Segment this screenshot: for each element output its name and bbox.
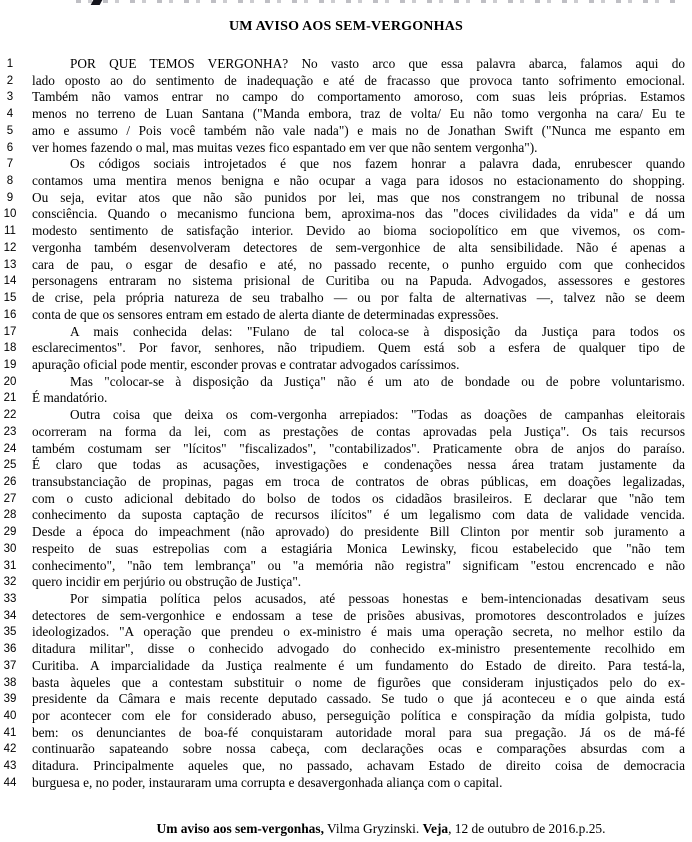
line-text: ditadura. Principalmente aqueles que, no passado, achavam Estado de direito coisa de democracia bbox=[32, 758, 685, 774]
document-title: UM AVISO AOS SEM-VERGONHAS bbox=[228, 19, 464, 34]
line-number: 24 bbox=[3, 442, 17, 455]
text-line bbox=[0, 56, 692, 73]
line-text: esclarecimentos". Por favor, senhores, não tripudiem. Quem está sob a esfera de qualquer tipo de bbox=[32, 340, 685, 356]
line-text: com o custo adicional debitado do bolso de todos os cidadãos brasileiros. E declarar que "não tem bbox=[32, 490, 685, 506]
line-text: Mas "colocar-se à disposição da Justiça" não é um ato de bondade ou de pobre voluntarismo. bbox=[70, 373, 685, 389]
text-line bbox=[0, 106, 692, 123]
line-text: lado oposto ao do sentimento de inadequação e até de fracasso que provoca tanto sofrimento emocional. bbox=[32, 72, 685, 88]
text-line bbox=[0, 324, 692, 341]
line-text: amo e assumo / Pois você também não vale nada") e mais no de Jonathan Swift ("Nunca me espanto em bbox=[32, 122, 685, 138]
line-number: 35 bbox=[3, 626, 17, 639]
text-line bbox=[0, 507, 692, 524]
line-number: 41 bbox=[3, 726, 17, 739]
line-text: menos no terreno de Luan Santana ("Manda embora, traz de volta/ Eu não tomo vergonha na cara/ Eu te bbox=[32, 106, 685, 122]
line-text: modesto sentimento de satisfação interior. Devido ao bioma sociopolítico em que vivemos, os com- bbox=[32, 223, 685, 239]
line-number: 11 bbox=[4, 225, 16, 238]
text-line bbox=[0, 240, 692, 257]
text-line bbox=[0, 641, 692, 658]
line-text: Por simpatia política pelos acusados, até pessoas honestas e bem-intencionadas desativam seus bbox=[70, 591, 685, 606]
line-text: Ou seja, evitar atos que não são punidos por lei, mas que nos constrangem no tribunal de nossa bbox=[32, 189, 685, 205]
line-number: 40 bbox=[3, 710, 17, 723]
line-text: também costumam ser "lícitos" "fiscalizados", "contabilizados". Praticamente obra de anjos do paraíso. bbox=[32, 440, 685, 456]
line-number: 44 bbox=[3, 776, 17, 789]
line-number: 6 bbox=[6, 141, 14, 154]
text-line bbox=[0, 758, 692, 775]
cropped-header-fragments bbox=[76, 0, 682, 3]
source-citation bbox=[0, 820, 692, 837]
text-line bbox=[0, 541, 692, 558]
line-text: consciência. Quando o mecanismo funciona bem, aproxima-nos das "doces civilidades da vida" e dá um bbox=[32, 206, 685, 222]
line-text: ver homes fazendo o mal, mas muitas vezes fico espantado em ver que não sentem vergonha"). bbox=[32, 139, 538, 155]
line-text: A mais conhecida delas: "Fulano de tal coloca-se à disposição da Justiça para todos os bbox=[70, 323, 685, 339]
line-text: detectores de sem-vergonhice e endossam a tese de prisões abusivas, promotores descontrolados e juízes bbox=[32, 607, 685, 623]
text-line bbox=[0, 173, 692, 190]
line-number: 19 bbox=[3, 358, 17, 371]
line-number: 32 bbox=[3, 576, 17, 589]
citation-magazine: Veja bbox=[422, 821, 449, 836]
text-line bbox=[0, 591, 692, 608]
line-number: 28 bbox=[3, 509, 17, 522]
text-line bbox=[0, 257, 692, 274]
line-text: Curitiba. A imparcialidade da Justiça realmente é um fundamento do Estado de direito. Para testá-la, bbox=[32, 657, 685, 673]
line-text: burguesa e, no poder, instauraram uma corrupta e desavergonhada aliança com o capital. bbox=[32, 774, 503, 790]
text-line bbox=[0, 441, 692, 458]
line-text: conta de que os sensores entram em estado de alerta diante de determinadas expressões. bbox=[32, 306, 499, 322]
line-number: 15 bbox=[3, 292, 17, 305]
line-text: contamos uma mentira menos benigna e não ocupar a vaga para idosos no estacionamento do shopping. bbox=[32, 173, 685, 189]
line-text: por acontecer com ele for considerado abuso, perseguição política e conspiração da mídia golpista, tudo bbox=[32, 708, 685, 724]
line-number: 14 bbox=[3, 275, 17, 288]
text-line bbox=[0, 658, 692, 675]
text-line bbox=[0, 156, 692, 173]
document-lines bbox=[0, 56, 692, 792]
text-line bbox=[0, 574, 692, 591]
line-number: 4 bbox=[6, 108, 14, 121]
text-line bbox=[0, 290, 692, 307]
line-number: 3 bbox=[6, 91, 14, 104]
cropped-header-glyph bbox=[91, 0, 103, 5]
line-number: 27 bbox=[3, 492, 17, 505]
text-line bbox=[0, 307, 692, 324]
text-line bbox=[0, 624, 692, 641]
line-number: 26 bbox=[3, 475, 17, 488]
line-text: conhecimento", "não tem lembrança" ou "a memória não registra" significam "estou encrencado e não bbox=[32, 557, 685, 573]
text-line bbox=[0, 123, 692, 140]
line-text: de crise, pela própria natureza de seu trabalho — ou por falta de alternativas —, talvez não se deem bbox=[32, 290, 685, 306]
line-number: 7 bbox=[6, 158, 14, 171]
line-text: conhecimento da suposta captação de recursos ilícitos" é um legalismo com data de validade vencida. bbox=[32, 507, 685, 523]
line-text: continuarão sapateando sobre nossa cabeça, com declarações ocas e comparações absurdas com a bbox=[32, 741, 685, 757]
text-line bbox=[0, 691, 692, 708]
line-number: 17 bbox=[3, 325, 17, 338]
line-number: 39 bbox=[3, 693, 17, 706]
line-number: 9 bbox=[6, 191, 14, 204]
line-number: 12 bbox=[3, 241, 17, 254]
line-number: 22 bbox=[3, 409, 17, 422]
line-number: 37 bbox=[3, 659, 17, 672]
line-number: 36 bbox=[3, 643, 17, 656]
text-line bbox=[0, 491, 692, 508]
text-line bbox=[0, 725, 692, 742]
text-line bbox=[0, 374, 692, 391]
text-line bbox=[0, 675, 692, 692]
line-number: 33 bbox=[3, 593, 17, 605]
text-line bbox=[0, 708, 692, 725]
text-line bbox=[0, 223, 692, 240]
line-text: quero incidir em perjúrio ou obstrução de Justiça". bbox=[32, 574, 302, 590]
text-line bbox=[0, 775, 692, 792]
line-number: 2 bbox=[6, 74, 14, 87]
line-text: Também não vamos entrar no campo do comportamento amoroso, com suas leis próprias. Estamos bbox=[32, 89, 685, 105]
text-line bbox=[0, 273, 692, 290]
line-number: 38 bbox=[3, 676, 17, 689]
citation-date: , 12 de outubro de 2016.p.25. bbox=[448, 821, 606, 836]
line-number: 18 bbox=[3, 342, 17, 355]
text-line bbox=[0, 340, 692, 357]
line-text: Outra coisa que deixa os com-vergonha arrepiados: "Todas as doações de campanhas eleitorais bbox=[70, 407, 685, 423]
text-line bbox=[0, 457, 692, 474]
text-line bbox=[0, 390, 692, 407]
line-text: Os códigos sociais introjetados é que nos fazem honrar a palavra dada, enrubescer quando bbox=[70, 156, 685, 172]
line-number: 13 bbox=[3, 258, 17, 271]
text-line bbox=[0, 474, 692, 491]
line-number: 43 bbox=[3, 760, 17, 773]
line-text: ocorreram na forma da lei, com as prestações de contas aprovadas pela Justiça". Os tais recursos bbox=[32, 423, 685, 439]
line-text: É mandatório. bbox=[32, 390, 108, 406]
line-number: 8 bbox=[6, 175, 14, 188]
text-line bbox=[0, 741, 692, 758]
text-line bbox=[0, 407, 692, 424]
line-text: POR QUE TEMOS VERGONHA? No vasto arco que essa palavra abarca, falamos aqui do bbox=[70, 56, 685, 71]
line-text: ditadura militar", disse o conhecido advogado do conhecido ex-ministro presentemente recolhido em bbox=[32, 641, 685, 657]
line-text: Desde a época do impeachment (não aprovado) do presidente Bill Clinton por mentir sob juramento a bbox=[32, 524, 685, 540]
text-line bbox=[0, 89, 692, 106]
line-number: 31 bbox=[3, 559, 17, 572]
text-line bbox=[0, 140, 692, 157]
line-number: 20 bbox=[3, 375, 17, 388]
text-line bbox=[0, 608, 692, 625]
line-number: 16 bbox=[3, 308, 17, 321]
line-number: 10 bbox=[3, 208, 17, 221]
line-text: respeito de suas estrepolias com a estagiária Monica Lewinsky, ficou estabelecido que "não tem bbox=[32, 540, 685, 556]
line-number: 42 bbox=[3, 743, 17, 756]
text-line bbox=[0, 424, 692, 441]
text-line bbox=[0, 558, 692, 575]
line-text: bem: os denunciantes de boa-fé conquistaram autoridade moral para sua pregação. Já os de má-fé bbox=[32, 724, 685, 740]
line-number: 25 bbox=[3, 459, 17, 472]
citation-author: Vilma Gryzinski. bbox=[323, 821, 423, 836]
line-number: 23 bbox=[3, 425, 17, 438]
line-text: ideologizados. "A operação que prendeu o ex-ministro é mais uma operação secreta, no melhor estilo da bbox=[32, 624, 685, 640]
line-text: basta àqueles que a contestam substituir o nome de figurões que consideram injustiçados pelo do ex- bbox=[32, 674, 685, 690]
line-number: 21 bbox=[3, 392, 17, 405]
line-number: 5 bbox=[6, 124, 14, 137]
text-line bbox=[0, 357, 692, 374]
line-number: 34 bbox=[3, 609, 17, 622]
line-text: cara de pau, o esgar de desafio e até, no passado recente, o punho erguido com que conhecidos bbox=[32, 256, 685, 272]
citation-title: Um aviso aos sem-vergonhas, bbox=[156, 821, 324, 836]
text-line bbox=[0, 524, 692, 541]
text-line bbox=[0, 190, 692, 207]
line-number: 30 bbox=[3, 542, 17, 555]
line-number: 1 bbox=[6, 58, 14, 70]
line-text: personagens entraram no sistema prisional de Curitiba ou na Papuda. Advogados, assessores e gestores bbox=[32, 273, 685, 289]
line-text: transubstanciação de propinas, pagas em troca de contratos de obras públicas, em doações legalizadas, bbox=[32, 473, 685, 489]
line-text: presidente da Câmara e mais recente deputado cassado. Se tudo o que já aconteceu e o que ainda está bbox=[32, 691, 685, 707]
line-number: 29 bbox=[3, 526, 17, 539]
text-line bbox=[0, 206, 692, 223]
line-text: apuração oficial pode mentir, esconder provas e contratar advogados caríssimos. bbox=[32, 356, 460, 372]
line-text: vergonha também desenvolveram detectores de sem-vergonhice de alta sensibilidade. Não é apenas a bbox=[32, 239, 685, 255]
line-text: É claro que todas as acusações, investigações e condenações nessa área tratam justamente da bbox=[32, 457, 685, 473]
text-line bbox=[0, 73, 692, 90]
